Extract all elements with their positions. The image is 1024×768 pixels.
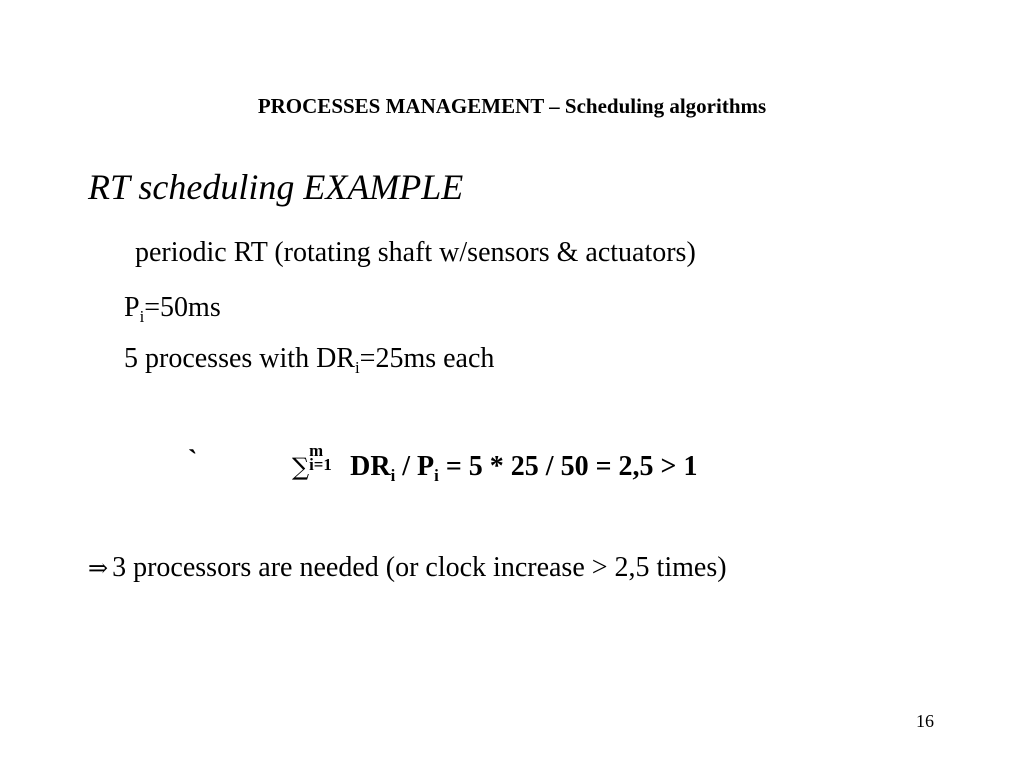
utilization-formula (292, 441, 698, 485)
sum-limits (309, 441, 343, 475)
page-number: 16 (916, 711, 934, 731)
formula-dr-subscript: i (390, 465, 396, 485)
stray-backtick: ` (188, 445, 198, 476)
formula-p: / P (395, 451, 435, 482)
bullet-period (124, 292, 221, 324)
conclusion-text: 3 processors are needed (or clock increase > 2,5 times) (112, 552, 727, 583)
processes-value: =25ms each (359, 343, 495, 374)
processes-text: 5 processes with DR (124, 343, 355, 374)
conclusion-line (88, 552, 727, 584)
formula-result: = 5 * 25 / 50 = 2,5 > 1 (438, 451, 698, 482)
bullet-processes (124, 343, 494, 375)
formula-p-subscript: i (434, 465, 439, 485)
formula-dr: DR (343, 451, 391, 482)
sum-symbol: ∑ (292, 453, 310, 481)
sum-upper-limit: m (309, 441, 324, 461)
implies-arrow-icon: ⇒ (88, 554, 109, 582)
slide-title: PROCESSES MANAGEMENT – Scheduling algorithms (257, 94, 767, 118)
processes-subscript: i (354, 357, 360, 377)
sum-lower-limit: i=1 (309, 454, 332, 474)
period-subscript: i (139, 306, 145, 326)
bullet-periodic-rt: periodic RT (rotating shaft w/sensors & actuators) (135, 237, 696, 268)
slide-subtitle: RT scheduling EXAMPLE (88, 167, 464, 207)
period-value: =50ms (144, 292, 221, 323)
period-symbol: P (124, 292, 140, 323)
